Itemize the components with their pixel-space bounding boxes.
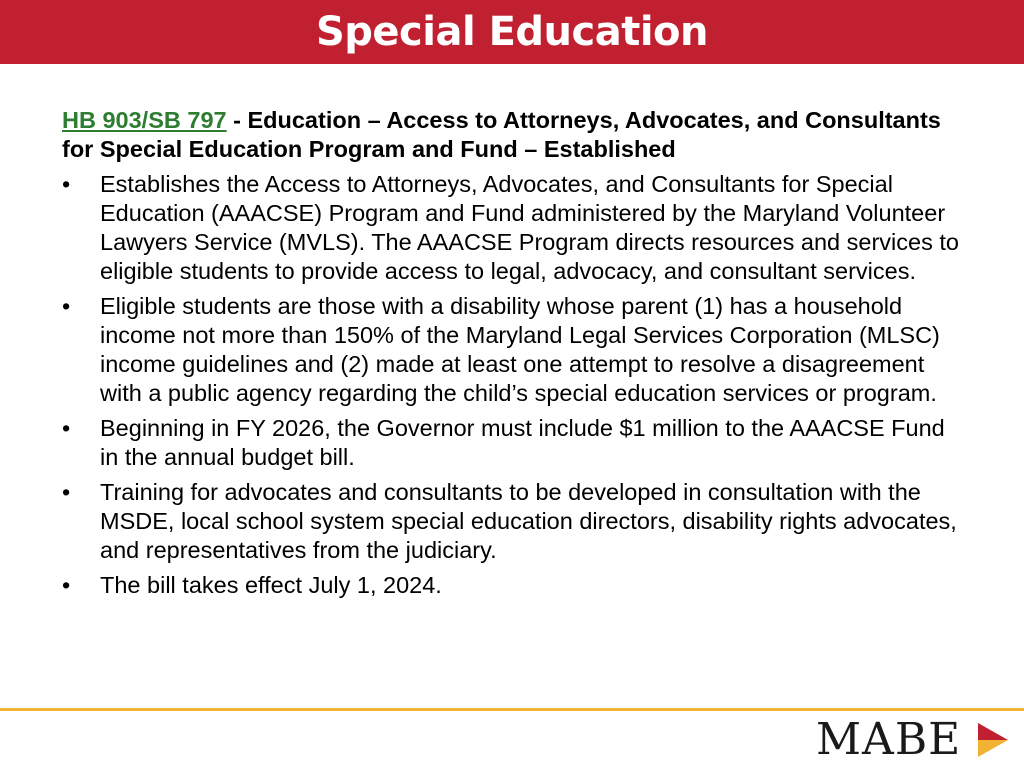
bullet-item	[62, 478, 962, 565]
bullet-icon: •	[62, 171, 71, 197]
bullet-icon: •	[62, 293, 71, 319]
bullet-text: Establishes the Access to Attorneys, Advocates, and Consultants for Special Education (AAACSE) Program and Fund administered by the Maryland Volunteer Lawyers Service (MVLS). The AAACSE Program directs resources and services to eligible students to provide access to legal, advocacy, and consultant services.	[100, 171, 959, 284]
title-bar	[0, 0, 1024, 64]
bill-title: - Education – Access to Attorneys, Advocates, and Consultants for Special Education Program and Fund – Established	[62, 107, 941, 162]
bill-heading	[62, 106, 962, 164]
slide-content	[62, 106, 962, 606]
bullet-icon: •	[62, 415, 71, 441]
bullet-text: Beginning in FY 2026, the Governor must include $1 million to the AAACSE Fund in the annual budget bill.	[100, 415, 945, 470]
logo-text: MABE	[816, 714, 962, 765]
bullet-item	[62, 170, 962, 286]
bullet-icon: •	[62, 479, 71, 505]
mabe-logo	[816, 715, 1006, 765]
bullet-icon: •	[62, 572, 71, 598]
bullet-list	[62, 170, 962, 600]
footer-divider	[0, 708, 1024, 711]
bullet-text: Training for advocates and consultants to be developed in consultation with the MSDE, local school system special education directors, disability rights advocates, and representatives from the judiciary.	[100, 479, 957, 563]
mabe-arrow-icon	[978, 723, 1008, 757]
bullet-text: The bill takes effect July 1, 2024.	[100, 572, 442, 598]
bullet-item	[62, 571, 962, 600]
bullet-text: Eligible students are those with a disability whose parent (1) has a household income not more than 150% of the Maryland Legal Services Corporation (MLSC) income guidelines and (2) made at least one attempt to resolve a disagreement with a public agency regarding the child’s special education services or program.	[100, 293, 940, 406]
bill-number-link[interactable]: HB 903/SB 797	[62, 107, 227, 133]
bullet-item	[62, 292, 962, 408]
slide-title: Special Education	[315, 9, 709, 55]
bullet-item	[62, 414, 962, 472]
